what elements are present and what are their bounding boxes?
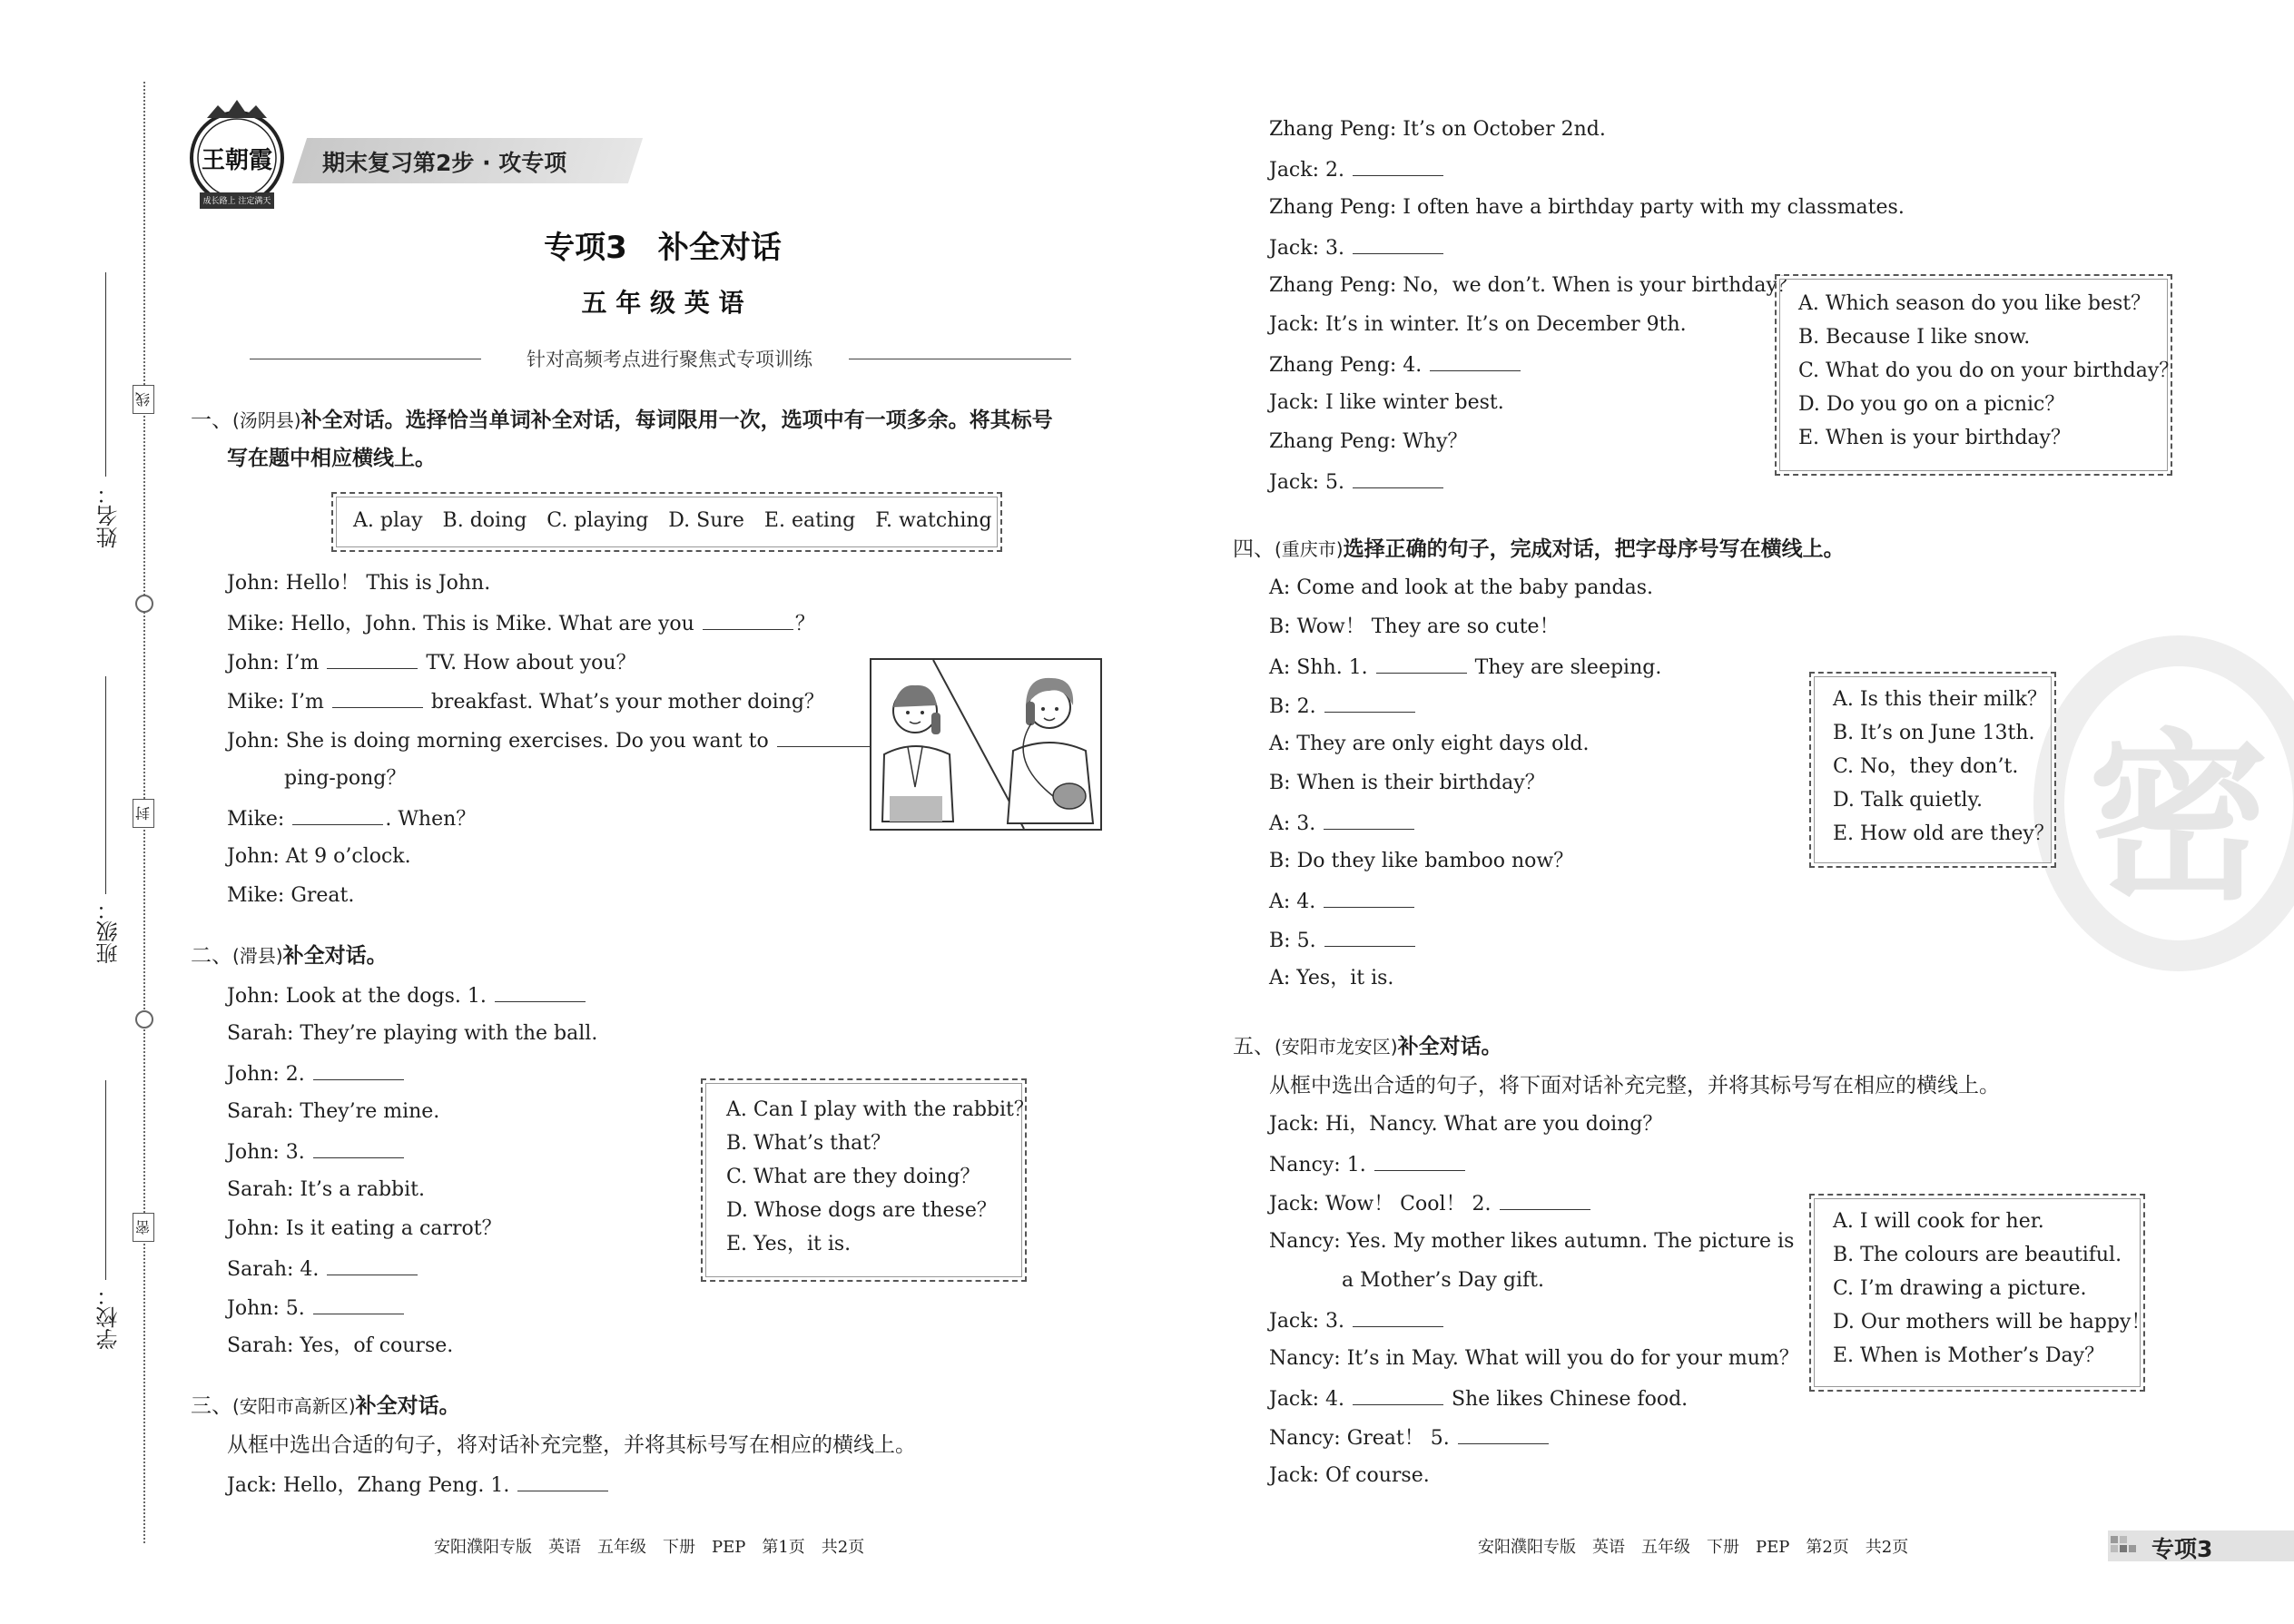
answer-blank[interactable] [1324, 887, 1414, 908]
answer-blank[interactable] [1353, 468, 1443, 488]
option-b: B. What’s that？ [726, 1132, 891, 1155]
s4-line: A: Come and look at the baby pandas. [1269, 576, 1653, 599]
answer-blank[interactable] [313, 1294, 404, 1314]
s5-line: a Mother’s Day gift. [1342, 1269, 1544, 1292]
section3-option-box [1775, 274, 2180, 476]
option-d: D. Our mothers will be happy！ [1833, 1311, 2151, 1334]
answer-blank[interactable] [327, 1255, 418, 1275]
logo-subtext: 成长路上 注定满天 [202, 197, 271, 206]
page-subtitle: 五 年 级 英 语 [581, 288, 744, 318]
s2-line: Sarah: It’s a rabbit. [227, 1178, 425, 1201]
binding-hole-icon [135, 1010, 153, 1029]
option-e: E. When is your birthday？ [1798, 427, 2071, 449]
option-e: E. How old are they？ [1833, 822, 2054, 845]
s1-line: John: Hello！ This is John. [227, 572, 491, 595]
s4-line: A: Shh. 1. They are sleeping. [1269, 653, 1661, 682]
s3-line: Zhang Peng: It’s on October 2nd. [1269, 118, 1606, 141]
logo-text: 王朝霞 [201, 147, 272, 174]
option-e: E. When is Mother’s Day？ [1833, 1344, 2105, 1367]
seal-mark-secret: 密 [133, 1213, 154, 1242]
answer-blank[interactable] [1353, 1306, 1443, 1327]
s3-line: Zhang Peng: Why？ [1269, 430, 1468, 453]
s3-line: Jack: 3. [1269, 233, 1445, 262]
s2-line: John: Look at the dogs. 1. [227, 981, 587, 1010]
class-field-line[interactable] [105, 676, 106, 894]
section-instruction: 补全对话。选择恰当单词补全对话，每词限用一次，选项中有一项多余。将其标号 [300, 408, 1053, 432]
option-c: C. What are they doing？ [726, 1166, 980, 1188]
secret-watermark: 密 [2033, 635, 2294, 971]
s1-line: Mike: Great. [227, 884, 355, 907]
answer-blank[interactable] [313, 1059, 404, 1080]
section-number: 一、 [191, 408, 232, 432]
page-title: 专项3 补全对话 [544, 230, 782, 266]
option-a: A. I will cook for her. [1833, 1210, 2044, 1233]
answer-blank[interactable] [1324, 926, 1415, 947]
answer-blank[interactable] [495, 981, 586, 1002]
section-number: 三、 [191, 1394, 232, 1418]
section2-heading [191, 942, 388, 969]
s1-line: Mike: . When？ [227, 804, 476, 833]
s1-line: John: At 9 o’clock. [227, 845, 411, 868]
option-b: B. It’s on June 13th. [1833, 722, 2035, 744]
s5-line: Nancy: 1. [1269, 1150, 1467, 1179]
section-number: 二、 [191, 944, 232, 968]
s1-line: John: She is doing morning exercises. Do you want to [227, 726, 877, 755]
option-e: E. Yes，it is. [726, 1233, 852, 1255]
s5-line: Nancy: Great！ 5. [1269, 1423, 1551, 1452]
answer-blank[interactable] [313, 1137, 404, 1158]
s4-line: B: 5. [1269, 926, 1417, 955]
school-label: 学校： [96, 1284, 122, 1350]
banner-text: 期末复习第2步 · 攻专项 [322, 150, 567, 176]
section4-heading [1233, 536, 1845, 563]
seal-mark-seal: 封 [133, 799, 154, 828]
s4-line: A: They are only eight days old. [1269, 733, 1590, 755]
section-instruction: 补全对话。 [355, 1394, 460, 1418]
s2-line: Sarah: Yes，of course. [227, 1334, 454, 1357]
footer-right: 安阳濮阳专版 英语 五年级 下册 PEP 第2页 共2页 [1478, 1538, 1909, 1557]
section1-heading [191, 407, 1053, 434]
s1-line: John: I’m TV. How about you？ [227, 648, 636, 677]
s2-line: Sarah: They’re mine. [227, 1100, 440, 1123]
s4-line: B: When is their birthday？ [1269, 772, 1545, 794]
footer-tab: 专项3 [2151, 1536, 2213, 1562]
answer-blank[interactable] [1324, 809, 1414, 830]
s2-line: John: 3. [227, 1137, 406, 1166]
s3-line: Jack: I like winter best. [1269, 391, 1504, 414]
boy-on-phone-icon [882, 685, 953, 822]
answer-blank[interactable] [517, 1471, 608, 1491]
s4-line: A: 4. [1269, 887, 1416, 916]
s4-line: B: Wow！ They are so cute！ [1269, 615, 1560, 638]
s5-line: Jack: Wow！ Cool！ 2. [1269, 1189, 1592, 1218]
section1-options: A. play B. doing C. playing D. Sure E. eating F. watching [353, 509, 992, 532]
section3-heading [191, 1393, 460, 1420]
footer-left: 安阳濮阳专版 英语 五年级 下册 PEP 第1页 共2页 [434, 1538, 865, 1557]
s5-line: Nancy: It’s in May. What will you do for your mum？ [1269, 1347, 1799, 1370]
option-b: B. Because I like snow. [1798, 326, 2031, 349]
woman-on-phone-icon [1008, 678, 1093, 823]
s1-line: ping-pong？ [284, 767, 407, 790]
brand-logo [180, 98, 294, 212]
s2-line: John: 2. [227, 1059, 406, 1088]
option-c: C. What do you do on your birthday？ [1798, 359, 2180, 382]
name-label: 姓名： [96, 483, 122, 548]
option-d: D. Talk quietly. [1833, 789, 1983, 812]
s2-line: Sarah: 4. [227, 1255, 419, 1284]
section3-instruction: 从框中选出合适的句子，将对话补充完整，并将其标号写在相应的横线上。 [227, 1433, 916, 1457]
section-instruction: 选择正确的句子，完成对话，把字母序号写在横线上。 [1343, 537, 1845, 561]
s1-line: Mike: I’m breakfast. What’s your mother doing？ [227, 687, 824, 716]
option-a: A. Which season do you like best？ [1798, 292, 2151, 315]
answer-blank[interactable] [1430, 350, 1521, 371]
s3-line: Jack: 5. [1269, 468, 1445, 497]
answer-blank[interactable] [327, 648, 418, 669]
name-field-line[interactable] [105, 272, 106, 477]
s5-line: Jack: Of course. [1269, 1464, 1430, 1487]
section1-option-box [331, 492, 1002, 552]
answer-blank[interactable] [1458, 1423, 1549, 1444]
binding-hole-icon [135, 595, 153, 613]
section-location: (汤阴县) [232, 409, 301, 431]
option-d: D. Do you go on a picnic？ [1798, 393, 2065, 416]
answer-blank[interactable] [1353, 233, 1443, 254]
section-location: (重庆市) [1275, 538, 1344, 560]
tagline: 针对高频考点进行聚焦式专项训练 [527, 349, 812, 370]
option-b: B. The colours are beautiful. [1833, 1244, 2122, 1266]
s4-line: B: Do they like bamboo now？ [1269, 850, 1574, 872]
section-location: (安阳市龙安区) [1275, 1036, 1398, 1058]
answer-blank[interactable] [332, 687, 423, 708]
s5-line: Jack: 4. She likes Chinese food. [1269, 1384, 1688, 1413]
s2-line: John: Is it eating a carrot？ [227, 1217, 502, 1240]
answer-blank[interactable] [1500, 1189, 1590, 1210]
s2-line: John: 5. [227, 1294, 406, 1323]
seal-mark-line: 线 [133, 385, 154, 414]
s5-line: Nancy: Yes. My mother likes autumn. The picture is [1269, 1230, 1795, 1253]
section4-option-box [1809, 672, 2056, 868]
section2-option-box [701, 1078, 1034, 1282]
section-location: (安阳市高新区) [232, 1395, 356, 1417]
s4-line: A: Yes，it is. [1269, 967, 1394, 989]
s5-line: Jack: Hi，Nancy. What are you doing？ [1269, 1113, 1663, 1136]
section-number: 四、 [1233, 537, 1275, 561]
s4-line: A: 3. [1269, 809, 1416, 838]
answer-blank[interactable] [1324, 692, 1415, 713]
option-d: D. Whose dogs are these？ [726, 1199, 997, 1222]
option-c: C. No，they don’t. [1833, 755, 2019, 778]
answer-blank[interactable] [777, 726, 875, 747]
section5-instruction: 从框中选出合适的句子，将下面对话补充完整，并将其标号写在相应的横线上。 [1269, 1074, 2000, 1097]
section-location: (滑县) [232, 945, 283, 967]
s4-line: B: 2. [1269, 692, 1417, 721]
option-a: A. Can I play with the rabbit？ [726, 1098, 1034, 1121]
section1-instruction-cont: 写在题中相应横线上。 [227, 447, 436, 470]
section-instruction: 补全对话。 [1397, 1035, 1502, 1058]
s5-line: Jack: 3. [1269, 1306, 1445, 1335]
answer-blank[interactable] [703, 609, 793, 630]
pixel-pattern-icon [2111, 1536, 2147, 1556]
option-c: C. I’m drawing a picture. [1833, 1277, 2087, 1300]
s3-line: Zhang Peng: 4. [1269, 350, 1522, 379]
answer-blank[interactable] [1374, 1150, 1465, 1171]
option-a: A. Is this their milk？ [1833, 688, 2048, 711]
phone-call-illustration [870, 658, 1102, 831]
s2-line: Sarah: They’re playing with the ball. [227, 1022, 598, 1045]
section-number: 五、 [1233, 1035, 1275, 1058]
answer-blank[interactable] [1353, 1384, 1443, 1405]
s3-line: Zhang Peng: I often have a birthday party with my classmates. [1269, 196, 1905, 219]
answer-blank[interactable] [1376, 653, 1467, 674]
section5-option-box [1809, 1194, 2151, 1392]
class-label: 班级： [96, 899, 122, 964]
s3-line: Jack: Hello，Zhang Peng. 1. [227, 1471, 610, 1500]
school-field-line[interactable] [105, 1080, 106, 1280]
section-instruction: 补全对话。 [282, 944, 388, 968]
answer-blank[interactable] [1353, 155, 1443, 176]
s3-line: Jack: 2. [1269, 155, 1445, 184]
s1-line: Mike: Hello，John. This is Mike. What are you ？ [227, 609, 815, 638]
s3-line: Zhang Peng: No，we don’t. When is your birthday？ [1269, 274, 1797, 297]
section5-heading [1233, 1033, 1502, 1060]
s3-line: Jack: It’s in winter. It’s on December 9th. [1269, 313, 1687, 336]
answer-blank[interactable] [292, 804, 383, 825]
